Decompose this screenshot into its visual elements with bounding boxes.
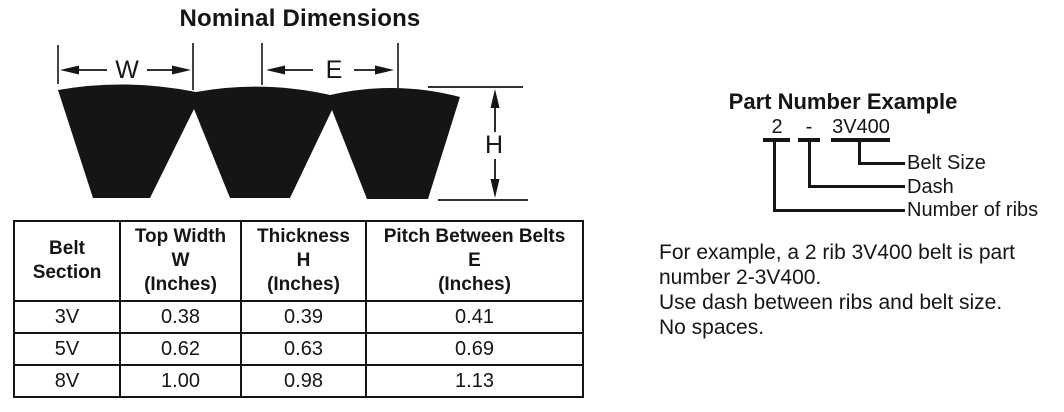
callout-ribs-label: Number of ribs (907, 199, 1039, 221)
part-number-notes (659, 240, 1059, 340)
cell-pitch: 1.13 (366, 365, 583, 397)
belt-profile-shape (58, 84, 460, 199)
cell-belt-section: 5V (14, 333, 120, 365)
w-arrowhead-left (60, 66, 79, 75)
table-row (14, 333, 583, 365)
cell-top-width: 0.38 (120, 301, 241, 333)
header-line: E (468, 250, 481, 271)
dimension-e-label: E (325, 56, 343, 84)
part-number-example-title: Part Number Example (728, 89, 958, 114)
header-line: W (171, 250, 190, 271)
header-line: (Inches) (267, 274, 340, 295)
ribs-leader-vertical (773, 138, 776, 212)
cell-top-width: 0.62 (120, 333, 241, 365)
cell-thickness: 0.39 (241, 301, 366, 333)
header-line: Top Width (134, 226, 227, 247)
belt-cross-section-diagram (0, 0, 600, 212)
table-row (14, 301, 583, 333)
dimension-w-label: W (115, 56, 139, 84)
header-thickness (241, 221, 366, 301)
header-belt-section (14, 221, 120, 301)
w-arrowhead-right (172, 66, 191, 75)
cell-pitch: 0.41 (366, 301, 583, 333)
header-line: (Inches) (438, 274, 511, 295)
cell-belt-section: 8V (14, 365, 120, 397)
header-pitch (366, 221, 583, 301)
h-arrowhead-top (491, 89, 500, 108)
notes-line: For example, a 2 rib 3V400 belt is part (659, 241, 1016, 264)
dimension-h-label: H (484, 131, 504, 159)
header-line: Pitch Between Belts (383, 226, 566, 247)
table-header-row (14, 221, 583, 301)
nominal-dimensions-title: Nominal Dimensions (179, 5, 421, 32)
header-line: H (296, 250, 311, 271)
cell-thickness: 0.63 (241, 333, 366, 365)
cell-pitch: 0.69 (366, 333, 583, 365)
belt-dimensions-table (13, 220, 584, 398)
callout-dash-label: Dash (907, 176, 954, 198)
belt-size-leader-vertical (858, 138, 861, 165)
header-line: Belt (49, 238, 85, 259)
cell-thickness: 0.98 (241, 365, 366, 397)
header-line: Thickness (257, 226, 350, 247)
header-line: (Inches) (144, 274, 217, 295)
part-number-belt-size-value: 3V400 (832, 116, 890, 138)
part-number-dash-value: - (805, 116, 813, 138)
dash-leader-vertical (808, 138, 811, 188)
ribs-leader-horizontal (773, 209, 905, 212)
header-line: Section (32, 262, 102, 283)
h-arrowhead-bottom (491, 179, 500, 198)
cell-top-width: 1.00 (120, 365, 241, 397)
cell-belt-section: 3V (14, 301, 120, 333)
callout-belt-size-label: Belt Size (907, 152, 986, 174)
dash-leader-horizontal (808, 185, 905, 188)
table-row (14, 365, 583, 397)
part-number-ribs-value: 2 (771, 116, 783, 138)
header-top-width (120, 221, 241, 301)
notes-line: Use dash between ribs and belt size. (659, 291, 1003, 314)
belt-size-leader-horizontal (858, 162, 905, 165)
notes-line: number 2-3V400. (659, 266, 822, 289)
e-arrowhead-left (266, 66, 285, 75)
e-arrowhead-right (375, 66, 394, 75)
ribs-underline (763, 138, 790, 142)
notes-line: No spaces. (659, 316, 765, 339)
